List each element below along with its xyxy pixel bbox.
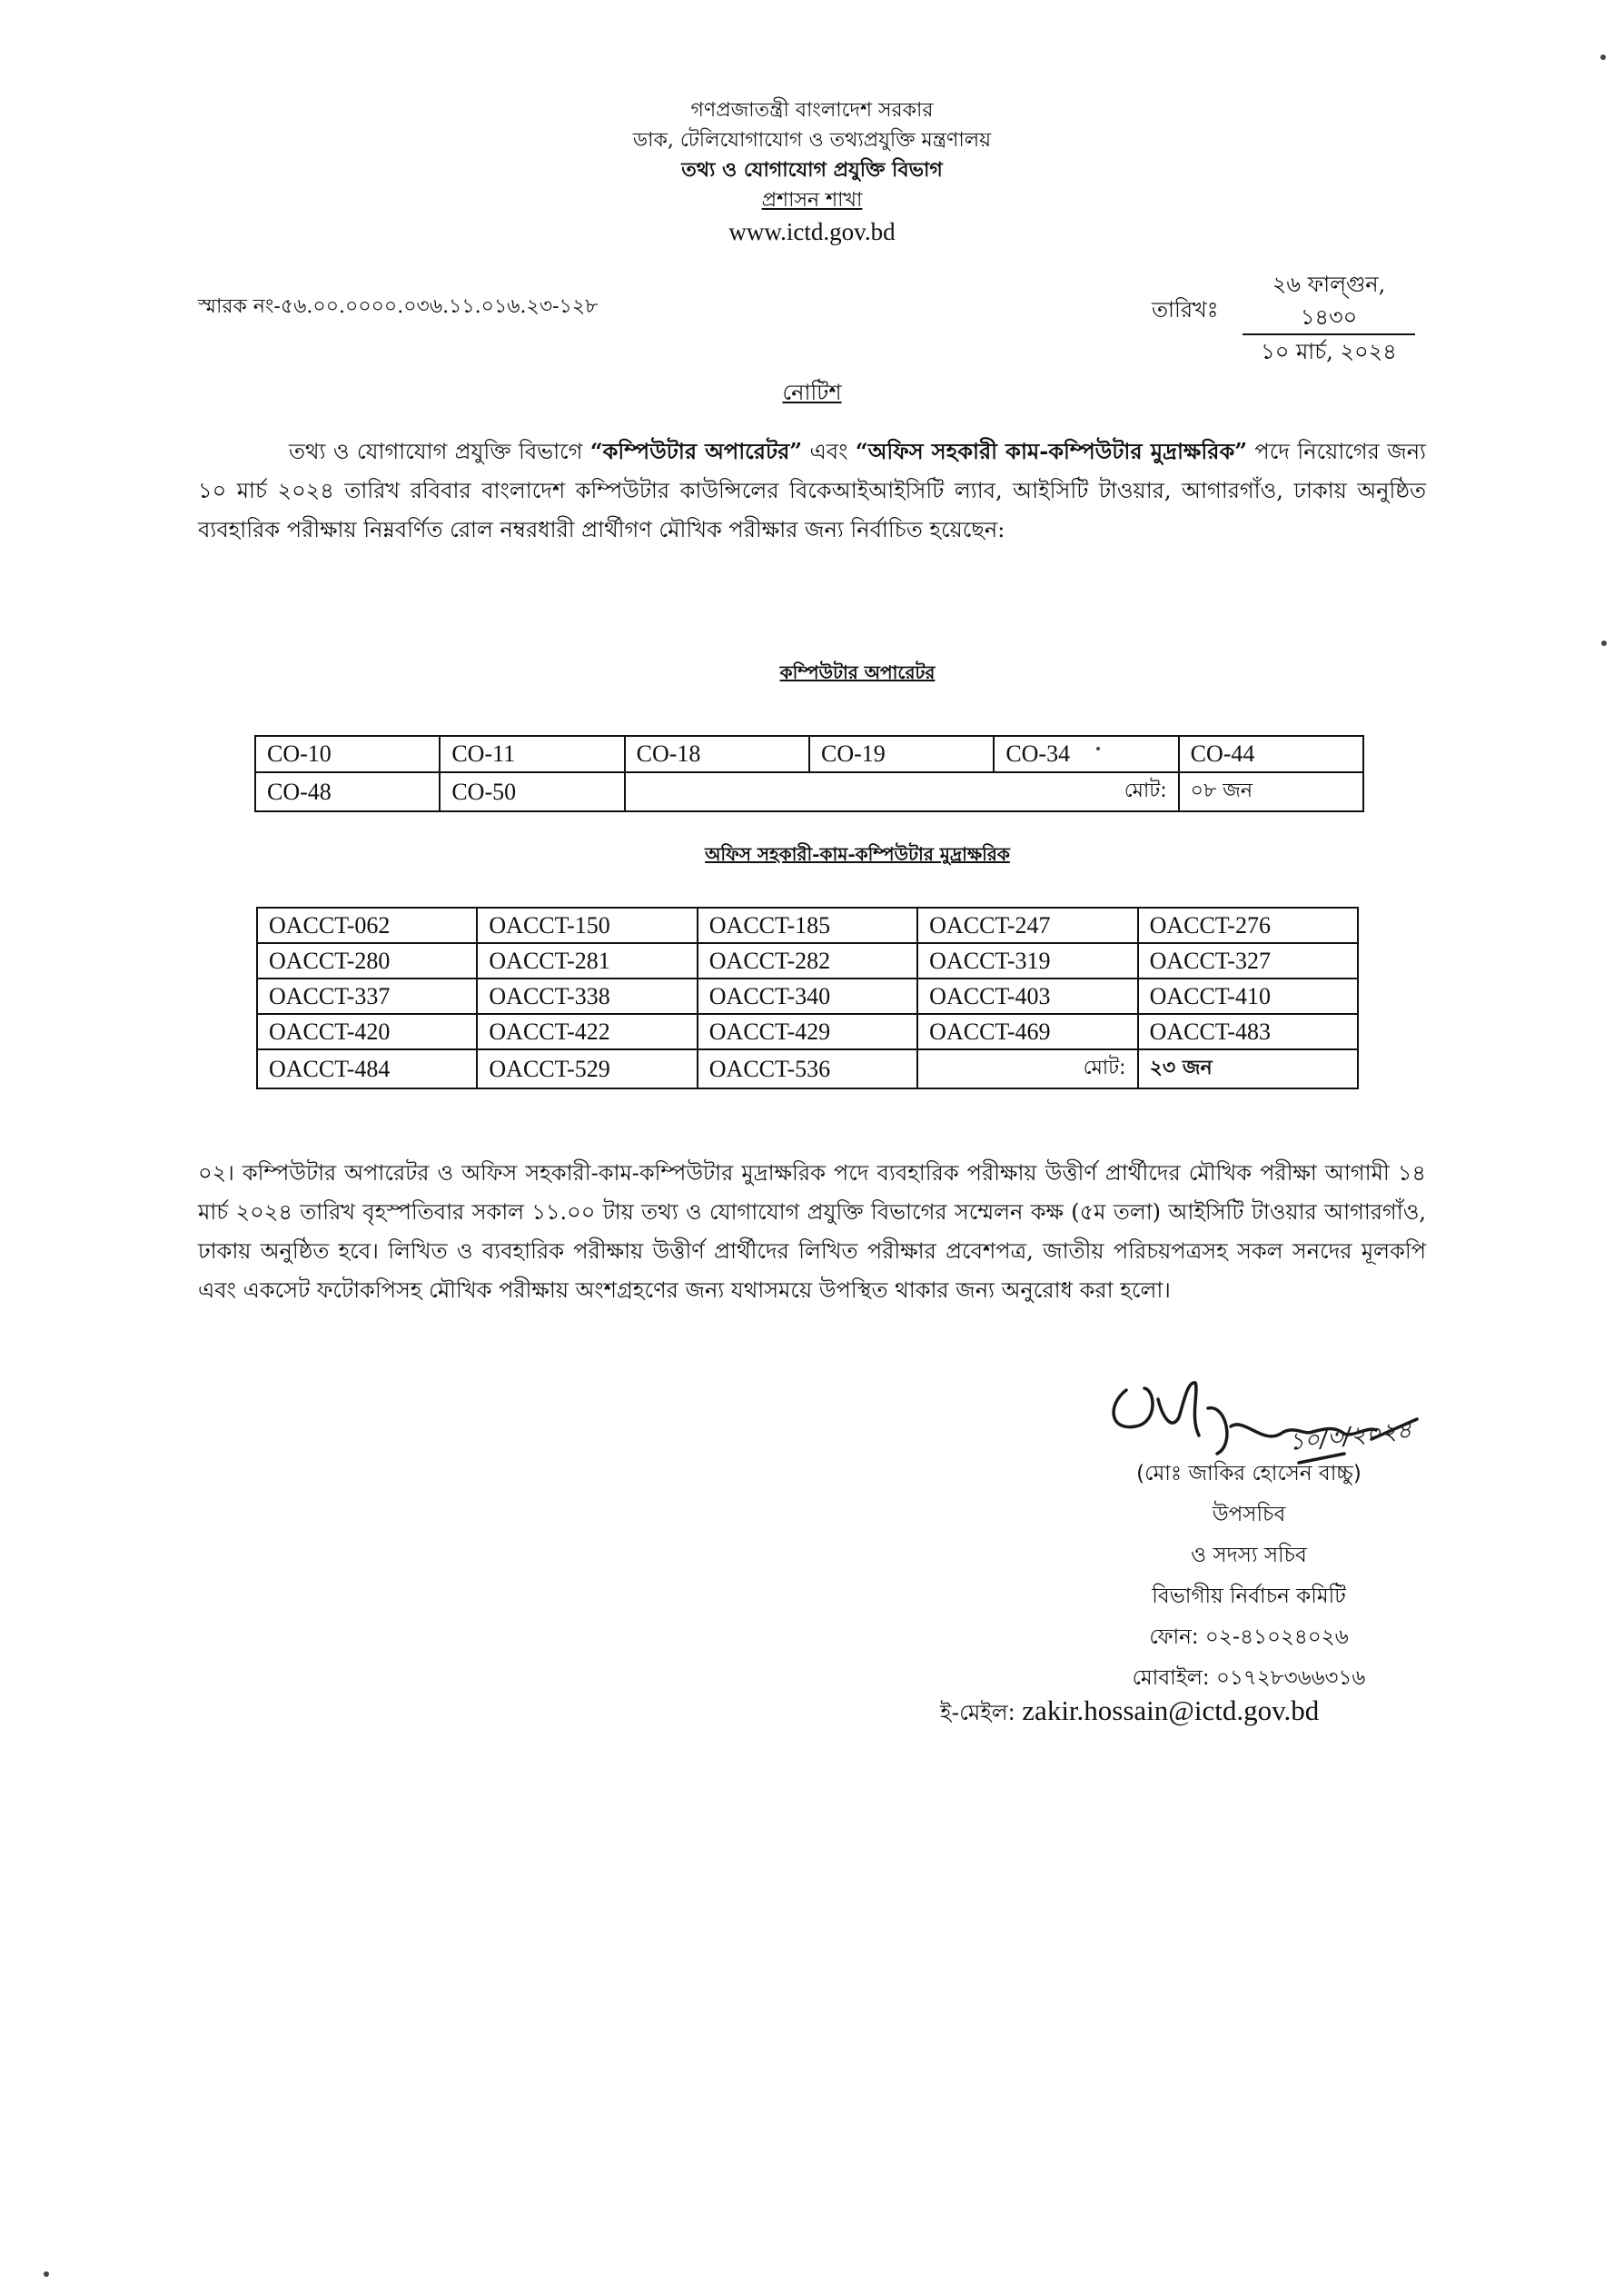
notice-title: নোটিশ: [782, 380, 842, 405]
email-address[interactable]: zakir.hossain@ictd.gov.bd: [1022, 1694, 1320, 1726]
total-value: ২৩ জন: [1138, 1049, 1358, 1088]
roll-cell: OACCT-403: [917, 979, 1137, 1014]
roll-cell: OACCT-281: [477, 943, 697, 979]
instructions-paragraph: ০২। কম্পিউটার অপারেটর ও অফিস সহকারী-কাম-কম্পিউটার মুদ্রাক্ষরিক পদে ব্যবহারিক পরীক্ষায় উত্তীর্ণ প্রার্থীদের মৌখিক পরীক্ষা আগামী ১৪ মার্চ ২০২৪ তারিখ বৃহস্পতিবার সকাল ১১.০০ টায় তথ্য ও যোগাযোগ প্রযুক্তি বিভাগের সম্মেলন কক্ষ (৫ম তলা) আইসিটি টাওয়ার আগারগাঁও, ঢাকায় অনুষ্ঠিত হবে। লিখিত ও ব্যবহারিক পরীক্ষায় উত্তীর্ণ প্রার্থীদের লিখিত পরীক্ষার প্রবেশপত্র, জাতীয় পরিচয়পত্রসহ সকল সনদের মূলকপি এবং একসেট ফটোকপিসহ মৌখিক পরীক্ষায় অংশগ্রহণের জন্য যথাসময়ে উপস্থিত থাকার জন্য অনুরোধ করা হলো।: [198, 1160, 1426, 1303]
roll-cell: OACCT-410: [1138, 979, 1358, 1014]
email-line: [940, 1694, 1319, 1733]
roll-cell: OACCT-483: [1138, 1014, 1358, 1049]
roll-cell: CO-18: [625, 736, 809, 772]
roll-cell: OACCT-422: [477, 1014, 697, 1049]
date-bangla: ২৬ ফাল্গুন, ১৪৩০: [1243, 268, 1415, 335]
committee-name: বিভাগীয় নির্বাচন কমিটি: [1152, 1585, 1346, 1608]
total-label: মোট:: [625, 772, 1179, 811]
table-row: [257, 908, 1358, 943]
co-section-title: কম্পিউটার অপারেটর: [779, 661, 936, 683]
website-link[interactable]: www.ictd.gov.bd: [728, 218, 896, 245]
intro-paragraph: [198, 432, 1426, 550]
branch-name: প্রশাসন শাখা: [761, 189, 863, 212]
roll-cell: OACCT-185: [698, 908, 917, 943]
roll-cell: OACCT-150: [477, 908, 697, 943]
scan-speck: [1096, 747, 1100, 750]
roll-cell: OACCT-319: [917, 943, 1137, 979]
scan-speck: [44, 2271, 49, 2277]
scan-speck: [1601, 641, 1607, 646]
roll-cell: OACCT-327: [1138, 943, 1358, 979]
roll-cell: OACCT-276: [1138, 908, 1358, 943]
table-row: [257, 979, 1358, 1014]
roll-cell: OACCT-429: [698, 1014, 917, 1049]
mobile-number: মোবাইল: ০১৭২৮৩৬৬৩১৬: [1132, 1666, 1366, 1690]
oacct-section-title: অফিস সহকারী-কাম-কম্পিউটার মুদ্রাক্ষরিক: [705, 843, 1010, 865]
signatory-block: [908, 1454, 1435, 1699]
roll-cell: OACCT-337: [257, 979, 477, 1014]
roll-cell: OACCT-062: [257, 908, 477, 943]
co-roll-table: [254, 735, 1364, 812]
table-row: [257, 1014, 1358, 1049]
roll-cell: CO-19: [809, 736, 994, 772]
intro-part1: তথ্য ও যোগাযোগ প্রযুক্তি বিভাগে: [289, 439, 590, 464]
roll-cell: OACCT-338: [477, 979, 697, 1014]
signatory-role: ও সদস্য সচিব: [1191, 1544, 1307, 1567]
roll-cell: OACCT-420: [257, 1014, 477, 1049]
phone-number: ফোন: ০২-৪১০২৪০২৬: [1149, 1625, 1349, 1649]
table-row: [257, 943, 1358, 979]
date-label: তারিখঃ: [1152, 297, 1219, 323]
post-name-2: “অফিস সহকারী কাম-কম্পিউটার মুদ্রাক্ষরিক”: [855, 438, 1248, 464]
division-name: তথ্য ও যোগাযোগ প্রযুক্তি বিভাগ: [681, 158, 943, 182]
intro-part3: পদে নিয়োগের জন্য ১০ মার্চ ২০২৪ তারিখ রবিবার বাংলাদেশ কম্পিউটার কাউন্সিলের বিকেআইআইসিটি ল্যাব, আইসিটি টাওয়ার, আগারগাঁও, ঢাকায় অনুষ্ঠিত ব্যবহারিক পরীক্ষায় নিম্নবর্ণিত রোল নম্বরধারী প্রার্থীগণ মৌখিক পরীক্ষার জন্য নির্বাচিত হয়েছেন:: [198, 439, 1426, 542]
date-english: ১০ মার্চ, ২০২৪: [1261, 339, 1397, 364]
ministry-name: ডাক, টেলিযোগাযোগ ও তথ্যপ্রযুক্তি মন্ত্রণালয়: [632, 129, 992, 152]
intro-part2: এবং: [802, 439, 856, 464]
roll-cell: OACCT-469: [917, 1014, 1137, 1049]
roll-cell: CO-11: [440, 736, 624, 772]
roll-cell: OACCT-280: [257, 943, 477, 979]
total-label: মোট:: [917, 1049, 1137, 1088]
roll-cell: OACCT-247: [917, 908, 1137, 943]
table-row: [257, 1049, 1358, 1088]
roll-cell: OACCT-340: [698, 979, 917, 1014]
government-name: গণপ্রজাতন্ত্রী বাংলাদেশ সরকার: [690, 99, 934, 122]
email-label: ই-মেইল:: [940, 1700, 1023, 1725]
table-row: [255, 772, 1363, 811]
total-value: ০৮ জন: [1179, 772, 1363, 811]
signatory-designation: উপসচিব: [1212, 1503, 1286, 1526]
signature-date: ১০/৩/২০২৪: [1287, 1416, 1413, 1456]
memo-number: স্মারক নং-৫৬.০০.০০০০.০৩৬.১১.০১৬.২৩-১২৮: [198, 295, 599, 318]
roll-cell: OACCT-529: [477, 1049, 697, 1088]
roll-cell: OACCT-536: [698, 1049, 917, 1088]
roll-cell: CO-48: [255, 772, 440, 811]
post-name-1: “কম্পিউটার অপারেটর”: [589, 438, 803, 464]
scan-speck: [1600, 55, 1606, 60]
roll-cell: CO-34: [994, 736, 1178, 772]
signatory-name: (মোঃ জাকির হোসেন বাচ্চু): [1136, 1462, 1362, 1485]
table-row: [255, 736, 1363, 772]
date-values: [1243, 268, 1415, 368]
roll-cell: OACCT-282: [698, 943, 917, 979]
oacct-roll-table: [256, 907, 1359, 1089]
roll-cell: CO-10: [255, 736, 440, 772]
roll-cell: OACCT-484: [257, 1049, 477, 1088]
roll-cell: CO-44: [1179, 736, 1363, 772]
letterhead: [0, 95, 1624, 248]
roll-cell: CO-50: [440, 772, 624, 811]
